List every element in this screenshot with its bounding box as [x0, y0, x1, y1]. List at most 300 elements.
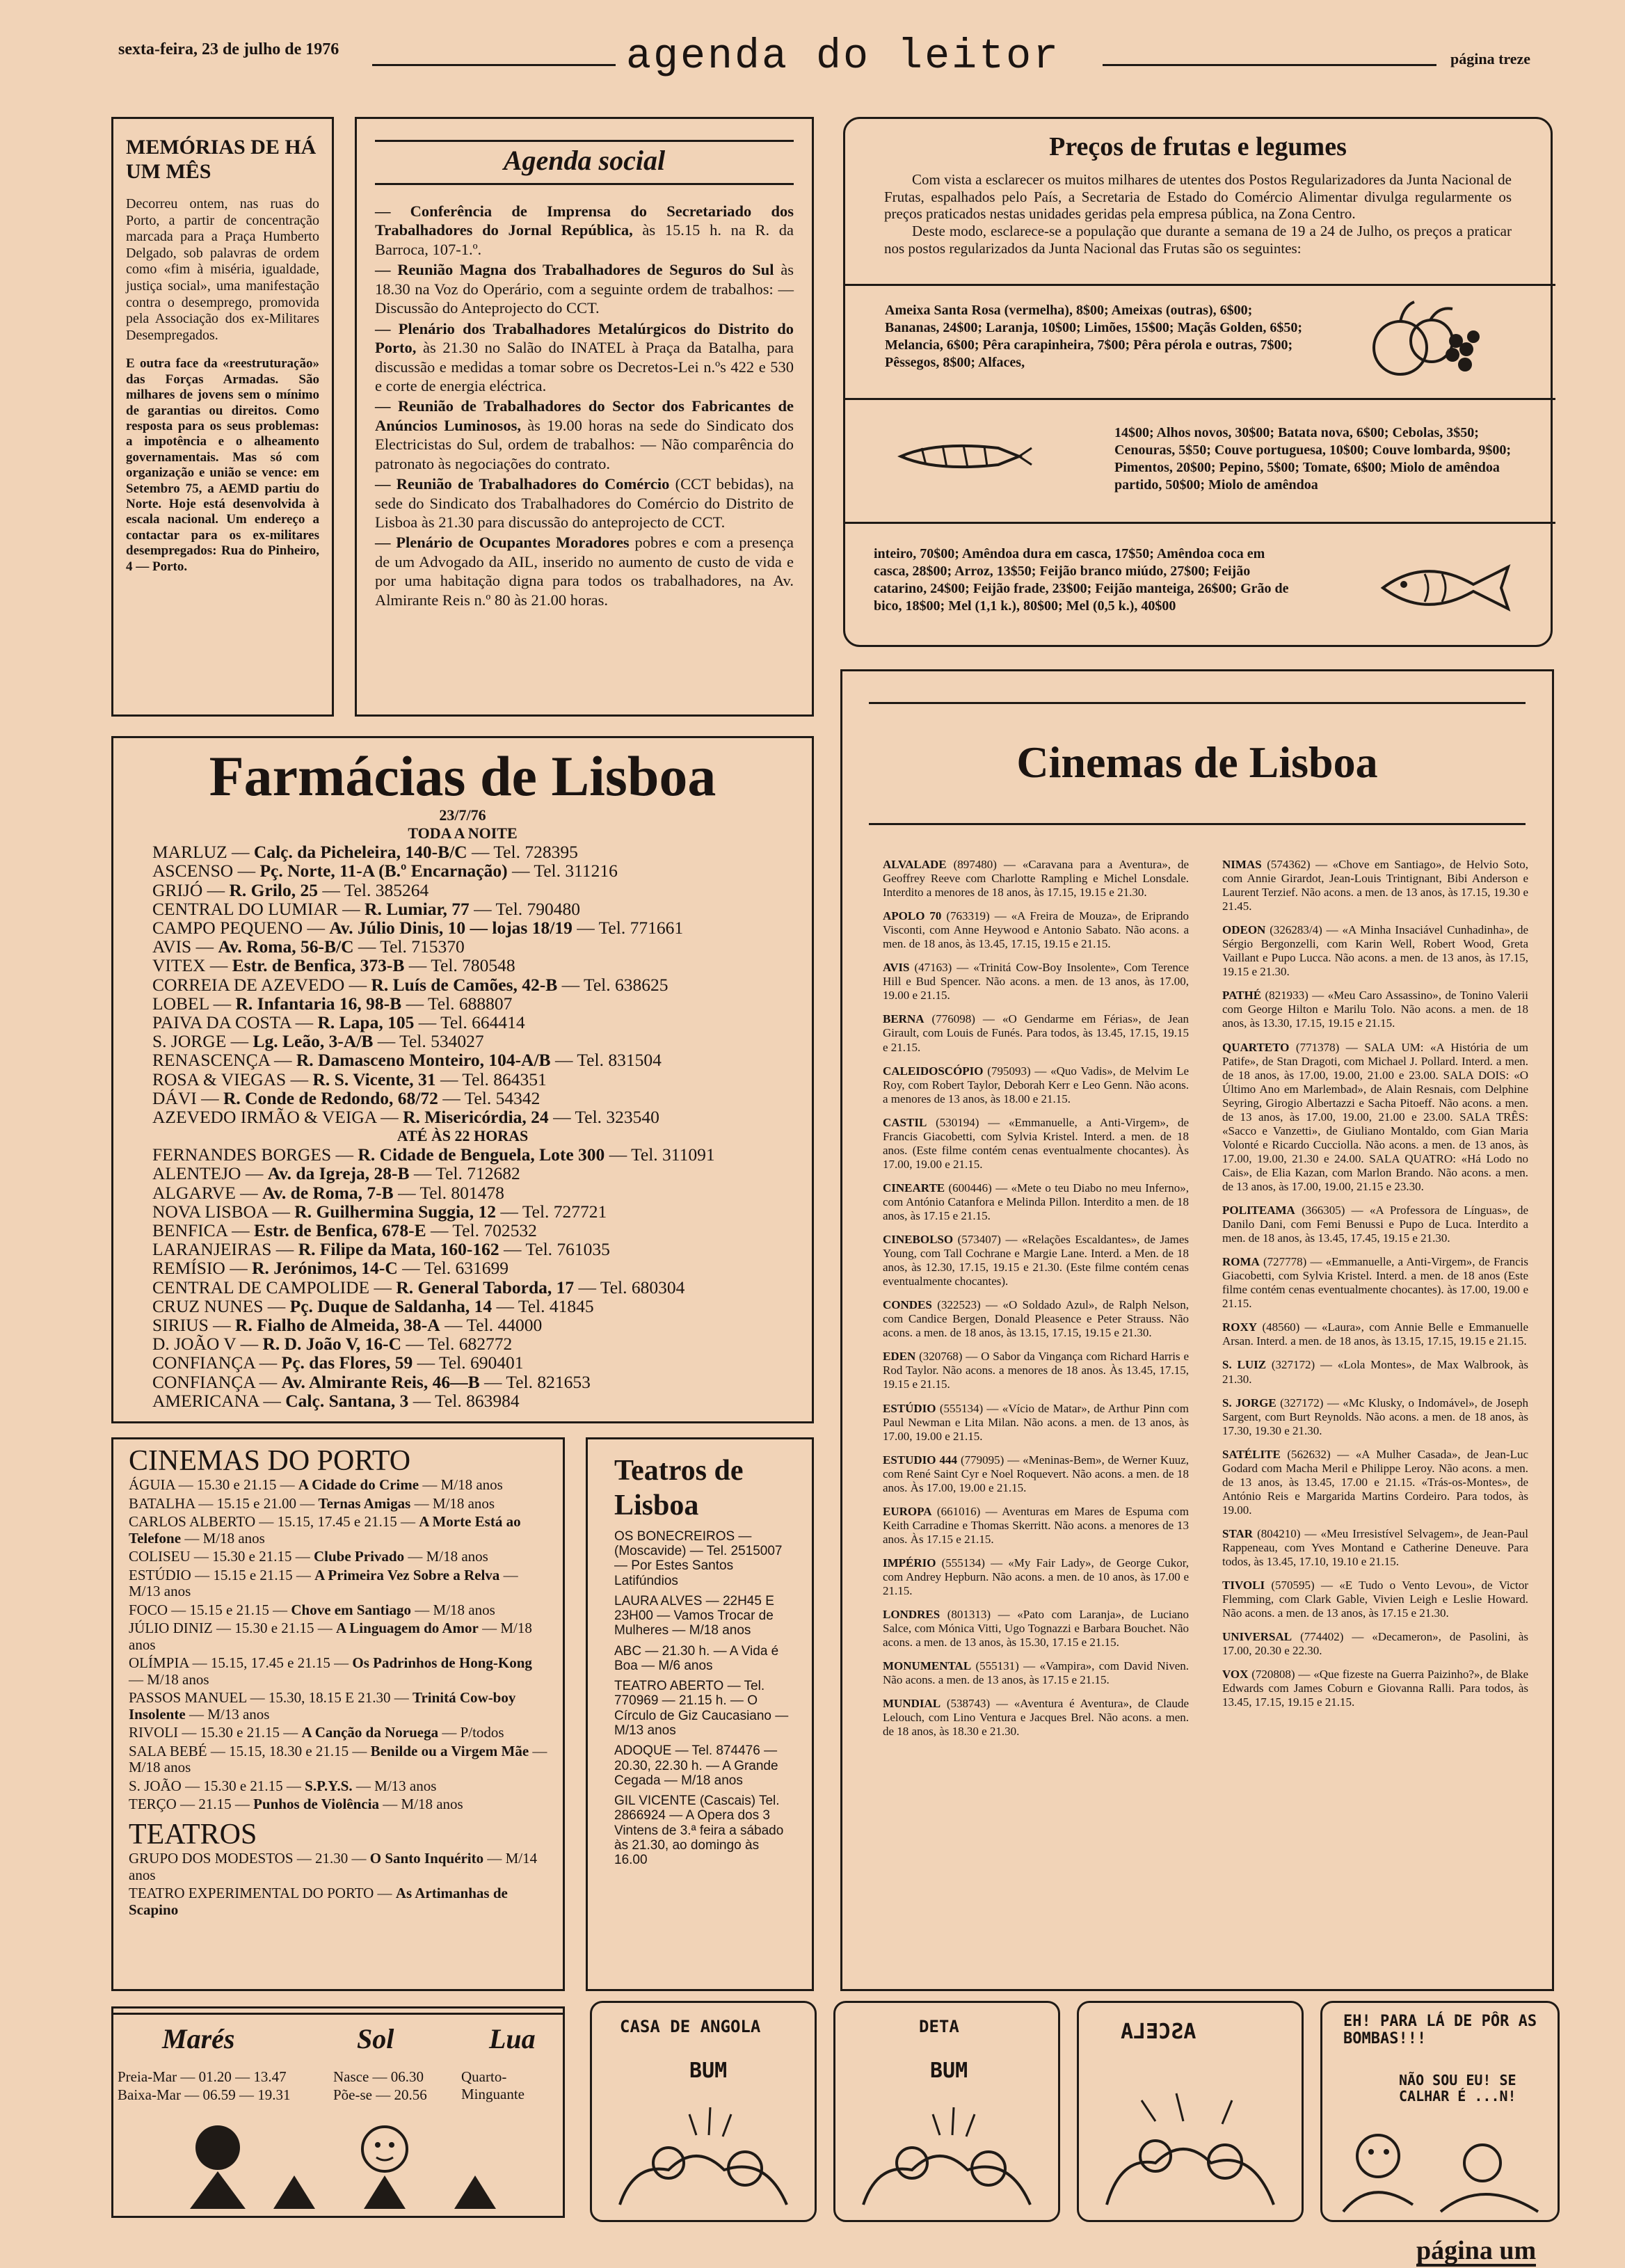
porto-entry — [129, 1496, 547, 1512]
cinema-entry — [1222, 1579, 1528, 1620]
agenda-social-title: Agenda social — [503, 145, 666, 176]
pharmacy-row — [152, 1297, 773, 1316]
pharmacy-row — [152, 1013, 773, 1032]
cinema-details: (727778) — «Emmanuelle, a Anti-Virgem», de Francis Giacobetti, com Sylvia Kristel. Interd. a men. de 18 anos (Este filme contém cenas eventualmente chocantes). às 17.00, 19.00 e 21.15. — [1222, 1255, 1528, 1311]
porto-film: Trinitá Cow-boy Insolente — [129, 1689, 516, 1723]
pharmacy-address: R. Lumiar, 77 — [365, 898, 470, 919]
porto-teatros-list — [129, 1851, 547, 1918]
cinemas-porto-list — [129, 1477, 547, 1813]
cinema-name: CALEIDOSCÓPIO — [883, 1064, 984, 1078]
porto-film: Ternas Amigas — [318, 1494, 411, 1512]
pharmacy-phone: — Tel. 702532 — [426, 1220, 537, 1240]
porto-venue: CARLOS ALBERTO — 15.15, 17.45 e 21.15 — — [129, 1513, 419, 1531]
cinema-name: CASTIL — [883, 1115, 927, 1129]
cinema-details: (804210) — «Meu Irresistível Selvagem», de Jean-Paul Rappeneau, com Yves Montand e Catherine Deneuve. Para todos, às 13.45, 17.10, 19.10 e 21.15. — [1222, 1526, 1528, 1569]
porto-rating: — M/13 anos — [352, 1777, 437, 1794]
cartoon-panel-2 — [833, 2001, 1060, 2222]
pharmacy-address: R. Guilhermina Suggia, 12 — [294, 1201, 497, 1222]
cinema-details: (327172) — «Lola Montes», de Max Walbrook, às 21.30. — [1222, 1358, 1528, 1386]
agenda-rule-bottom — [375, 183, 794, 185]
cinema-entry — [883, 1697, 1189, 1739]
cinema-details: (562632) — «A Mulher Casada», de Jean-Luc Godard com Macha Meril e Philippe Leroy. Não acons. a men. de 13 anos, às 13.45, 17.00 e 21.15. «Trás-os-Montes», de António Reis e Margarida Martins Cordeiro. Para todos, às 19.00. — [1222, 1447, 1528, 1517]
pharmacy-name: CORREIA DE AZEVEDO — — [152, 974, 371, 995]
porto-venue: ESTÚDIO — 15.15 e 21.15 — — [129, 1566, 315, 1583]
pharmacy-address: R. Conde de Redondo, 68/72 — [223, 1087, 438, 1108]
fruit-basket-icon — [1362, 292, 1487, 390]
pharmacy-name: CENTRAL DO LUMIAR — — [152, 898, 365, 919]
porto-rating: — M/18 anos — [411, 1601, 495, 1618]
porto-entry — [129, 1567, 547, 1600]
pharmacy-phone: — Tel. 682772 — [401, 1334, 513, 1355]
porto-venue: PASSOS MANUEL — 15.30, 18.15 E 21.30 — — [129, 1689, 413, 1707]
porto-film: A Canção da Noruega — [301, 1724, 439, 1741]
cartoon-figure-2 — [849, 2086, 1044, 2212]
cinema-name: SATÉLITE — [1222, 1447, 1281, 1461]
agenda-item — [375, 533, 794, 609]
pharmacy-phone: — Tel. 44000 — [440, 1314, 543, 1335]
porto-film: A Primeira Vez Sobre a Relva — [314, 1566, 500, 1583]
pharmacy-phone: — Tel. 801478 — [393, 1182, 504, 1203]
precos-separator-2 — [843, 398, 1555, 400]
baixa-mar: Baixa-Mar — 06.59 — 19.31 — [118, 2086, 291, 2103]
cinema-name: IMPÉRIO — [883, 1556, 936, 1570]
pharmacy-address: R. S. Vicente, 31 — [312, 1069, 436, 1089]
pharmacy-phone: — Tel. 664414 — [414, 1012, 525, 1032]
cinema-name: ROMA — [1222, 1255, 1260, 1269]
cartoon-speech-2: NÃO SOU EU! SE CALHAR É ...N! — [1399, 2072, 1516, 2105]
cinema-details: (897480) — «Caravana para a Aventura», de Geoffrey Reeve com Charlotte Rampling e Michel Lonsdale. Interdito a menores de 18 anos, às 17.15, 19.15 e 21.30. — [883, 858, 1189, 900]
cinema-details: (366305) — «A Professora de Línguas», de Danilo Dani, com Femi Benussi e Pupo de Luca. Interdito a men. de 18 anos, às 13.45, 17.45, 19.15 e 21.30. — [1222, 1204, 1528, 1245]
pharmacy-name: AMERICANA — — [152, 1390, 286, 1411]
porto-venue: COLISEU — 15.30 e 21.15 — — [129, 1548, 314, 1565]
cartoon-caption-2: DETA — [919, 2017, 959, 2036]
cinema-name: STAR — [1222, 1526, 1254, 1540]
cartoon-figure-4 — [1329, 2100, 1545, 2215]
theatre-entry: ABC — 21.30 h. — A Vida é Boa — M/6 anos — [614, 1643, 779, 1673]
porto-entry — [129, 1778, 547, 1795]
footer-brand: página um — [1416, 2236, 1537, 2265]
porto-venue: SALA BEBÉ — 15.15, 18.30 e 21.15 — — [129, 1742, 371, 1759]
porto-entry — [129, 1514, 547, 1547]
farmacias-date: 23/7/76 — [439, 806, 486, 824]
precos-block-2: 14$00; Alhos novos, 30$00; Batata nova, 6$00; Cebolas, 3$50; Cenouras, 5$50; Couve portuguesa, 10$00; Couve lombarda, 9$00; Pimentos, 20$00; Pepino, 5$00; Tomate, 6$00; Miolo de amêndoa partido, 50$00; Miolo de amêndoa — [1114, 425, 1511, 493]
pharmacy-name: REMÍSIO — — [152, 1258, 253, 1279]
cinema-name: LONDRES — [883, 1608, 940, 1622]
cinema-details: (538743) — «Aventura é Aventura», de Claude Lelouch, com Lino Ventura e Jacques Brel. Não acons. a men. de 18 anos, às 18.30 e 21.30. — [883, 1697, 1189, 1739]
porto-rating: — M/18 anos — [404, 1548, 488, 1565]
pharmacy-name: FERNANDES BORGES — — [152, 1144, 358, 1165]
cinema-name: MONUMENTAL — [883, 1659, 972, 1673]
pharmacy-name: LARANJEIRAS — — [152, 1239, 298, 1260]
porto-entry — [129, 1885, 547, 1918]
cinema-entry — [1222, 858, 1528, 913]
farmacias-list-22h — [152, 1145, 773, 1410]
carrot-icon — [894, 436, 1033, 477]
porto-film: Clube Privado — [314, 1548, 405, 1565]
agenda-item-text: às 19.00 horas na sede do Sindicato dos Electricistas do Sul, ordem de trabalhos: — Não comparência do patronato às negociações do contrato. — [375, 416, 794, 472]
cinema-details: (720808) — «Que fizeste na Guerra Paizinho?», de Blake Edwards com James Coburn e Giovanna Ralli. Para todos, às 13.45, 17.15, 19.15 e 21.15. — [1222, 1668, 1528, 1709]
pharmacy-phone: — Tel. 690401 — [413, 1352, 524, 1373]
pharmacy-row — [152, 994, 773, 1013]
cinema-details: (555131) — «Vampira», com David Niven. Não acons. a men. de 13 anos, às 17.15 e 21.15. — [883, 1659, 1189, 1687]
pharmacy-address: R. Lapa, 105 — [317, 1012, 415, 1032]
porto-rating: — M/18 anos — [419, 1476, 503, 1494]
porto-teatros-title: TEATROS — [129, 1818, 257, 1851]
pharmacy-address: Av. de Roma, 7-B — [262, 1182, 394, 1203]
cinema-details: (530194) — «Emmanuelle, a Anti-Virgem», de Francis Giacobetti, com Sylvia Kristel. Interd. a men. de 18 anos. (Este filme contém cenas eventualmente chocantes). Às 17.00, 19.00 e 21.15. — [883, 1115, 1189, 1171]
pharmacy-phone: — Tel. 323540 — [548, 1106, 659, 1127]
cinema-entry — [883, 1453, 1189, 1495]
theatre-entry: ADOQUE — Tel. 874476 — 20.30, 22.30 h. — A Grande Cegada — M/18 anos — [614, 1743, 778, 1788]
porto-film: A Linguagem do Amor — [336, 1620, 479, 1637]
porto-entry — [129, 1655, 547, 1688]
pharmacy-address: R. Infantaria 16, 98-B — [235, 993, 402, 1014]
porto-venue: FOCO — 15.15 e 21.15 — — [129, 1601, 291, 1618]
cinema-entry — [1222, 1527, 1528, 1569]
cinema-details: (48560) — «Laura», com Annie Belle e Emmanuelle Arsan. Interd. a men. de 18 anos, às 13.15, 17.15, 19.15 e 21.15. — [1222, 1320, 1528, 1348]
header-date: sexta-feira, 23 de julho de 1976 — [118, 40, 339, 58]
cartoon-sound-2: BUM — [930, 2059, 968, 2083]
cinema-name: CINEBOLSO — [883, 1233, 954, 1247]
porto-entry — [129, 1477, 547, 1494]
pharmacy-row — [152, 1108, 773, 1126]
pharmacy-row — [152, 1183, 773, 1202]
pharmacy-address: R. Luís de Camões, 42-B — [371, 974, 558, 995]
porto-rating: — M/18 anos — [378, 1796, 463, 1813]
cinemas-lisboa-title: Cinemas de Lisboa — [1016, 737, 1378, 787]
pharmacy-phone: — Tel. 385264 — [318, 879, 429, 900]
cinema-name: QUARTETO — [1222, 1040, 1290, 1054]
pharmacy-row — [152, 1070, 773, 1089]
fish-icon — [1376, 557, 1515, 619]
pharmacy-name: AZEVEDO IRMÃO & VEIGA — — [152, 1106, 403, 1127]
pharmacy-name: CAMPO PEQUENO — — [152, 917, 330, 938]
pharmacy-address: Av. Almirante Reis, 46—B — [281, 1371, 480, 1392]
agenda-item — [375, 397, 794, 473]
pharmacy-row — [152, 842, 773, 861]
agenda-item-title: — Reunião de Trabalhadores do Sector dos Fabricantes de Anúncios Luminosos, — [375, 397, 794, 434]
porto-rating: — M/14 anos — [129, 1850, 538, 1883]
cinema-details: (661016) — Aventuras em Mares de Espuma com Keith Carradine e Thomas Skerritt. Não acons. a menores de 13 anos. Às 17.15 e 21.15. — [883, 1504, 1189, 1546]
cinema-entry — [1222, 1668, 1528, 1709]
cartoon-speech-1: EH! PARA LÁ DE PÔR AS BOMBAS!!! — [1343, 2013, 1537, 2048]
cinema-entry — [1222, 1320, 1528, 1348]
mares-rule — [113, 2013, 563, 2015]
porto-film: Benilde ou a Virgem Mãe — [370, 1742, 529, 1759]
pharmacy-phone: — Tel. 831504 — [550, 1050, 662, 1071]
cartoon-caption-1: CASA DE ANGOLA — [620, 2017, 761, 2036]
pharmacy-phone: — Tel. 864351 — [435, 1069, 547, 1089]
pharmacy-row — [152, 1089, 773, 1108]
agenda-item-title: — Plenário de Ocupantes Moradores — [375, 534, 630, 552]
cinema-entry — [1222, 1255, 1528, 1311]
porto-entry — [129, 1743, 547, 1776]
pharmacy-address: Pç. das Flores, 59 — [281, 1352, 413, 1373]
cinema-entry — [883, 1012, 1189, 1054]
precos-block-1: Ameixa Santa Rosa (vermelha), 8$00; Ameixas (outras), 6$00; Bananas, 24$00; Laranja, 10$00; Limões, 15$00; Maçãs Golden, 6$50; Melancia, 6$00; Pêra carapinheira, 7$00; Pêra pérola e outras, 7$00; Pêssegos, 8$00; Alfaces, — [885, 303, 1302, 370]
pharmacy-address: Lg. Leão, 3-A/B — [253, 1031, 374, 1052]
sol-poe: Põe-se — 20.56 — [333, 2086, 427, 2103]
sol-nasce: Nasce — 06.30 — [333, 2068, 424, 2085]
pharmacy-row — [152, 1202, 773, 1221]
agenda-item-text: às 18.30 na Voz do Operário, com a seguinte ordem de trabalhos: — Discussão do Anteprojecto do CCT. — [375, 261, 794, 317]
cinema-name: UNIVERSAL — [1222, 1630, 1292, 1644]
pharmacy-row — [152, 918, 773, 937]
mares-title: Marés — [162, 2023, 235, 2054]
cinema-entry — [883, 961, 1189, 1003]
pharmacy-phone: — Tel. 680304 — [574, 1277, 685, 1297]
cinema-entry — [883, 1556, 1189, 1598]
cinema-details: (821933) — «Meu Caro Assassino», de Tonino Valerii com George Hilton e Marilu Tolo. Não acons. a men. de 18 anos, às 13.30, 17.15, 19.15 e 21.15. — [1222, 989, 1528, 1030]
pharmacy-phone: — Tel. 534027 — [373, 1031, 484, 1052]
porto-film: A Cidade do Crime — [298, 1476, 419, 1494]
pharmacy-name: VITEX — — [152, 955, 232, 976]
pharmacy-phone: — Tel. 771661 — [572, 917, 684, 938]
pharmacy-row — [152, 1164, 773, 1183]
header-rule-right — [1103, 64, 1436, 66]
pharmacy-row — [152, 1221, 773, 1240]
cinema-name: VOX — [1222, 1668, 1249, 1682]
cinema-name: ESTUDIO 444 — [883, 1453, 957, 1467]
teatros-lisboa-list — [614, 1529, 795, 1868]
pharmacy-phone: — Tel. 311091 — [605, 1144, 715, 1165]
cinema-details: (320768) — O Sabor da Vingança com Richard Harris e Rod Taylor. Não acons. a menores de 18 anos. Às 13.45, 17.15, 19.15 e 21.15. — [883, 1350, 1189, 1391]
pharmacy-row — [152, 1259, 773, 1277]
pharmacy-address: R. Jerónimos, 14-C — [252, 1258, 398, 1279]
mares-box — [111, 2006, 565, 2218]
pharmacy-phone: — Tel. 727721 — [496, 1201, 607, 1222]
cinema-name: POLITEAMA — [1222, 1204, 1295, 1217]
pharmacy-row — [152, 881, 773, 900]
cartoon-panel-4 — [1320, 2001, 1560, 2222]
pharmacy-name: CONFIANÇA — — [152, 1371, 282, 1392]
porto-rating: — M/18 anos — [129, 1670, 209, 1688]
porto-entry — [129, 1602, 547, 1619]
cinema-name: BERNA — [883, 1012, 924, 1026]
memorias-text-1: Decorreu ontem, nas ruas do Porto, a partir de concentração marcada para a Praça Humberto Delgado, sob palavras de ordem como «fim à miséria, igualdade, justiça social», uma manifestação contra o desemprego, promovida pela Associação dos ex-Militares Desempregados. — [126, 196, 319, 343]
agenda-item-title: — Plenário dos Trabalhadores Metalúrgicos do Distrito do Porto, — [375, 319, 794, 357]
agenda-item — [375, 474, 794, 532]
agenda-social-box — [355, 117, 814, 717]
pharmacy-phone: — Tel. 728395 — [467, 842, 578, 863]
pharmacy-row — [152, 975, 773, 994]
cinema-name: PATHÉ — [1222, 989, 1262, 1003]
cartoon-panel-3 — [1077, 2001, 1304, 2222]
cinema-entry — [883, 1064, 1189, 1106]
cinema-name: EDEN — [883, 1350, 916, 1364]
cinema-entry — [883, 1350, 1189, 1391]
pharmacy-name: CENTRAL DE CAMPOLIDE — — [152, 1277, 397, 1297]
pharmacy-name: D. JOÃO V — — [152, 1334, 263, 1355]
lua-fase: Quarto-Minguante — [461, 2068, 525, 2102]
cartoon-figure-1 — [606, 2086, 801, 2212]
pharmacy-row — [152, 1353, 773, 1372]
pharmacy-name: AVIS — — [152, 936, 218, 957]
agenda-item-text: às 21.30 no Salão do INATEL à Praça da Batalha, para discussão e medidas a tomar sobre os Decretos-Lei n.ºs 422 e 530 e corte de energia eléctrica. — [375, 339, 794, 394]
pharmacy-address: R. Filipe da Mata, 160-162 — [298, 1239, 499, 1260]
cartoon-figure-3 — [1093, 2073, 1288, 2212]
porto-venue: S. JOÃO — 15.30 e 21.15 — — [129, 1777, 305, 1794]
agenda-item-text: às 15.15 h. na R. da Barroca, 107-1.º. — [375, 221, 794, 258]
porto-film: Punhos de Violência — [253, 1796, 379, 1813]
pharmacy-name: ASCENSO — — [152, 861, 260, 881]
pharmacy-phone: — Tel. 638625 — [557, 974, 669, 995]
cinema-entry — [883, 1233, 1189, 1288]
porto-rating: — M/13 anos — [185, 1705, 270, 1723]
pharmacy-phone: — Tel. 311216 — [507, 861, 618, 881]
pharmacy-row — [152, 956, 773, 975]
teatros-lisboa-title: Teatros de Lisboa — [614, 1455, 744, 1522]
porto-rating: — M/13 anos — [129, 1566, 518, 1600]
precos-intro-2: Deste modo, esclarece-se a população que durante a semana de 19 a 24 de Julho, os preços a praticar nos postos regularizados da Junta Nacional das Frutas são os seguintes: — [884, 223, 1512, 257]
memorias-text-2: E outra face da «reestruturação» das Forças Armadas. São milhares de jovens sem o mínimo de garantias ou direitos. Como resposta para os seus problemas: a impotência e o alheamento governamentais. Mas só com organização e união se vence: em Setembro 75, a AEMD partiu do Norte. Hoje está desenvolvida à escala nacional. Um endereço a contactar para os ex-militares desempregados: Rua do Pinheiro, 4 — Porto. — [126, 356, 319, 574]
pharmacy-phone: — Tel. 41845 — [492, 1295, 594, 1316]
theatre-entry: GIL VICENTE (Cascais) Tel. 2866924 — A Opera dos 3 Vintens de 3.ª feira a sábado às 21.30, ao domingo às 16.00 — [614, 1794, 784, 1868]
pharmacy-name: PAIVA DA COSTA — — [152, 1012, 318, 1032]
pharmacy-address: Av. da Igreja, 28-B — [267, 1163, 410, 1184]
pharmacy-address: R. General Taborda, 17 — [396, 1277, 575, 1297]
cinema-name: TIVOLI — [1222, 1579, 1265, 1592]
pharmacy-address: R. Grilo, 25 — [229, 879, 319, 900]
cinema-details: (600446) — «Mete o teu Diabo no meu Inferno», com António Catanfora e Melinda Pillon. Interdito a men. de 18 anos, às 17.15 e 21.15. — [883, 1181, 1189, 1222]
pharmacy-address: Estr. de Benfica, 678-E — [253, 1220, 426, 1240]
agenda-item-title: — Reunião de Trabalhadores do Comércio — [375, 475, 670, 493]
cinema-name: S. LUIZ — [1222, 1358, 1267, 1372]
pharmacy-name: S. JORGE — — [152, 1031, 253, 1052]
cinema-details: (326283/4) — «A Minha Insaciável Cunhadinha», de Sérgio Bergonzelli, com Karin Well, Robert Wood, Greta Vaillant e Pupo Lucca. Não acons. a men. de 13 anos, às 17.15, 19.15 e 21.30. — [1222, 923, 1528, 979]
cinemas-lisboa-col-1 — [883, 858, 1189, 1748]
porto-venue: BATALHA — 15.15 e 21.00 — — [129, 1494, 319, 1512]
cartoon-panel-1 — [590, 2001, 817, 2222]
farmacias-list-night — [152, 842, 773, 1126]
pharmacy-name: BENFICA — — [152, 1220, 254, 1240]
pharmacy-row — [152, 1051, 773, 1069]
cinema-name: ODEON — [1222, 923, 1266, 937]
porto-film: Chove em Santiago — [291, 1601, 412, 1618]
cinema-details: (555134) — «My Fair Lady», de George Cukor, com Andrey Hepburn. Não acons. a men. de 10 anos, às 17.00 e 21.15. — [883, 1556, 1189, 1598]
porto-venue: JÚLIO DINIZ — 15.30 e 21.15 — — [129, 1620, 337, 1637]
pharmacy-phone: — Tel. 863984 — [408, 1390, 520, 1411]
pharmacy-name: RENASCENÇA — — [152, 1050, 296, 1071]
cinema-entry — [883, 1181, 1189, 1223]
pharmacy-name: LOBEL — — [152, 993, 236, 1014]
pharmacy-address: R. Fialho de Almeida, 38-A — [235, 1314, 440, 1335]
pharmacy-address: R. Cidade de Benguela, Lote 300 — [358, 1144, 605, 1165]
memorias-title: MEMÓRIAS DE HÁ UM MÊS — [126, 136, 317, 183]
cinema-details: (795093) — «Quo Vadis», de Melvim Le Roy, com Robert Taylor, Deborah Kerr e Leo Genn. Não acons. a menores de 13 anos, às 18.00 e 21.15. — [883, 1064, 1189, 1105]
pharmacy-name: GRIJÓ — — [152, 879, 230, 900]
cinema-details: (774402) — «Decameron», de Pasolini, às 17.00, 20.30 e 22.30. — [1222, 1630, 1528, 1658]
agenda-item-text: (CCT bebidas), na sede do Sindicato dos Trabalhadores do Comércio do Distrito de Lisboa às 21.30 para discussão do anteprojecto de CCT. — [375, 475, 794, 531]
cinema-name: CONDES — [883, 1298, 932, 1312]
cinema-entry — [883, 1505, 1189, 1547]
pharmacy-address: Av. Júlio Dinis, 10 — lojas 18/19 — [329, 917, 573, 938]
pharmacy-name: DÁVI — — [152, 1087, 223, 1108]
pharmacy-name: CONFIANÇA — — [152, 1352, 282, 1373]
theatre-entry: OS BONECREIROS — (Moscavide) — Tel. 2515007 — Por Estes Santos Latifúndios — [614, 1528, 783, 1588]
cinema-details: (322523) — «O Soldado Azul», de Ralph Nelson, com Candice Bergen, Donald Pleasence e Peter Strauss. Não acons. a men. de 18 anos, às 13.15, 17.15, 19.15 e 21.30. — [883, 1298, 1189, 1340]
pharmacy-address: R. Damasceno Monteiro, 104-A/B — [296, 1050, 551, 1071]
porto-rating: — M/18 anos — [181, 1529, 265, 1547]
porto-rating: — M/18 anos — [129, 1620, 532, 1653]
pharmacy-phone: — Tel. 712682 — [409, 1163, 520, 1184]
cinema-details: (573407) — «Relações Escaldantes», de James Young, com Tall Cochrane e Margie Lane. Interd. a Men. de 18 anos, às 12.30, 17.15, 19.15 e 21.30. (Este filme contém cenas eventualmente chocantes). — [883, 1233, 1189, 1288]
cartoon-sound-1: BUM — [689, 2059, 728, 2083]
porto-film: A Morte Está ao Telefone — [129, 1513, 521, 1547]
pharmacy-row — [152, 1391, 773, 1410]
sol-title: Sol — [357, 2023, 394, 2054]
theatre-entry: TEATRO ABERTO — Tel. 770969 — 21.15 h. — O Círculo de Giz Caucasiano — M/13 anos — [614, 1679, 789, 1738]
pharmacy-name: ALGARVE — — [152, 1182, 263, 1203]
cinema-name: ROXY — [1222, 1320, 1258, 1334]
cinema-name: ALVALADE — [883, 858, 947, 871]
agenda-item-title: — Reunião Magna dos Trabalhadores de Seguros do Sul — [375, 261, 774, 279]
cinema-entry — [1222, 1448, 1528, 1517]
pharmacy-phone: — Tel. 631699 — [397, 1258, 509, 1279]
pharmacy-phone: — Tel. 821653 — [479, 1371, 591, 1392]
memorias-box — [111, 117, 334, 717]
agenda-item-text: pobres e com a presença de um Advogado da AIL, inserido no aumento de custo de vida e por uma habitação digna para todos os trabalhadores, na Av. Almirante Reis n.º 80 às 21.00 horas. — [375, 534, 794, 609]
pharmacy-address: R. Misericórdia, 24 — [403, 1106, 549, 1127]
pharmacy-address: Pç. Duque de Saldanha, 14 — [289, 1295, 493, 1316]
precos-separator-1 — [843, 284, 1555, 286]
pharmacy-address: Calç. da Picheleira, 140-B/C — [253, 842, 467, 863]
cinema-details: (801313) — «Pato com Laranja», de Luciano Salce, com Mónica Vitti, Ugo Tognazzi e Barbara Bouchet. Não acons. a men. de 13 anos, às 15.30, 17.15 e 21.15. — [883, 1608, 1189, 1650]
pharmacy-phone: — Tel. 780548 — [404, 955, 515, 976]
pharmacy-phone: — Tel. 715370 — [353, 936, 465, 957]
porto-entry — [129, 1851, 547, 1883]
page-title: agenda do leitor — [626, 33, 1061, 81]
porto-film: S.P.Y.S. — [305, 1777, 353, 1794]
porto-rating: — M/18 anos — [410, 1494, 495, 1512]
cinema-name: CINEARTE — [883, 1181, 945, 1195]
cinema-entry — [1222, 1630, 1528, 1658]
header-rule-left — [372, 64, 616, 66]
cinema-name: ESTÚDIO — [883, 1401, 936, 1415]
pharmacy-name: ALENTEJO — — [152, 1163, 268, 1184]
pharmacy-address: Estr. de Benfica, 373-B — [232, 955, 405, 976]
cinema-details: (776098) — «O Gendarme em Férias», de Jean Girault, com Louis de Funés. Para todos, às 13.45, 17.15, 19.15 e 21.15. — [883, 1012, 1189, 1054]
cinema-name: APOLO 70 — [883, 909, 942, 923]
pharmacy-address: Pç. Norte, 11-A (B.º Encarnação) — [259, 861, 508, 881]
moon-faces-icon — [176, 2113, 538, 2210]
preia-mar: Preia-Mar — 01.20 — 13.47 — [118, 2068, 287, 2085]
cinema-details: (47163) — «Trinitá Cow-Boy Insolente», Com Terence Hill e Bud Spencer. Não acons. a men. de 13 anos, às 17.00, 19.00 e 21.15. — [883, 961, 1189, 1003]
cinema-details: (570595) — «E Tudo o Vento Levou», de Victor Flemming, com Clark Gable, Vivien Leigh e Leslie Howard. Não acons. a men. de 13 anos, às 17.15 e 21.30. — [1222, 1579, 1528, 1620]
pharmacy-phone: — Tel. 790480 — [469, 898, 580, 919]
pharmacy-row — [152, 1316, 773, 1334]
precos-title: Preços de frutas e legumes — [1049, 132, 1347, 161]
agenda-item — [375, 260, 794, 317]
porto-venue: OLÍMPIA — 15.15, 17.45 e 21.15 — — [129, 1654, 353, 1672]
cinemas-porto-title: CINEMAS DO PORTO — [129, 1445, 411, 1477]
cinema-name: EUROPA — [883, 1504, 932, 1518]
pharmacy-address: R. D. João V, 16-C — [262, 1334, 401, 1355]
agenda-social-list — [375, 202, 794, 609]
porto-venue: RIVOLI — 15.30 e 21.15 — — [129, 1724, 302, 1741]
porto-venue: TEATRO EXPERIMENTAL DO PORTO — — [129, 1885, 396, 1902]
agenda-rule-top — [375, 140, 794, 142]
cinemas-porto-box — [111, 1437, 565, 1991]
precos-intro-1: Com vista a esclarecer os muitos milhares de utentes dos Postos Regularizadores da Junta Nacional de Frutas, espalhados pelo País, a Secretaria de Estado do Comércio Alimentar divulga regularmente os preços praticados nestas unidades geridas pela empresa pública, na Zona Centro. — [884, 170, 1512, 223]
cinema-entry — [883, 909, 1189, 951]
cinema-details: (327172) — «Mc Klusky, o Indomável», de Joseph Sargent, com Burt Reynolds. Não acons. a men. de 18 anos, às 17.30, 19.30 e 21.30. — [1222, 1396, 1528, 1437]
cinema-details: (771378) — SALA UM: «A História de um Patife», de Stan Dragoti, com Michael J. Pollard. Interd. a men. de 18 anos, às 17.00, 19.00, 21.00 e 23.00. SALA DOIS: «O Último Ano em Marlembad», de Alain Resnais, com Delphine Seyring, Girogio Albertazzi e Sacha Pitoeff. Não acons. a men. de 13 anos, às 17.00, 19.00, 21.00 e 23.00. SALA TRÊS: «Sacco e Vanzetti», de Giuliano Montaldo, com Gian Maria Volonté e Ricardo Cucciolla. Não acons. a men. de 13 anos, às 17.00, 19.00, 21.30 e 24.00. SALA QUATRO: «Há Lodo no Cais», de Elia Kazan, com Marlon Brando. Não acons. a men. de 13 anos, às 17.00, 19.00, 21.15 e 23.30. — [1222, 1040, 1528, 1193]
porto-rating: — M/18 anos — [129, 1742, 547, 1776]
cinema-entry — [1222, 1204, 1528, 1245]
cinema-entry — [883, 1402, 1189, 1444]
cinema-entry — [883, 1116, 1189, 1172]
